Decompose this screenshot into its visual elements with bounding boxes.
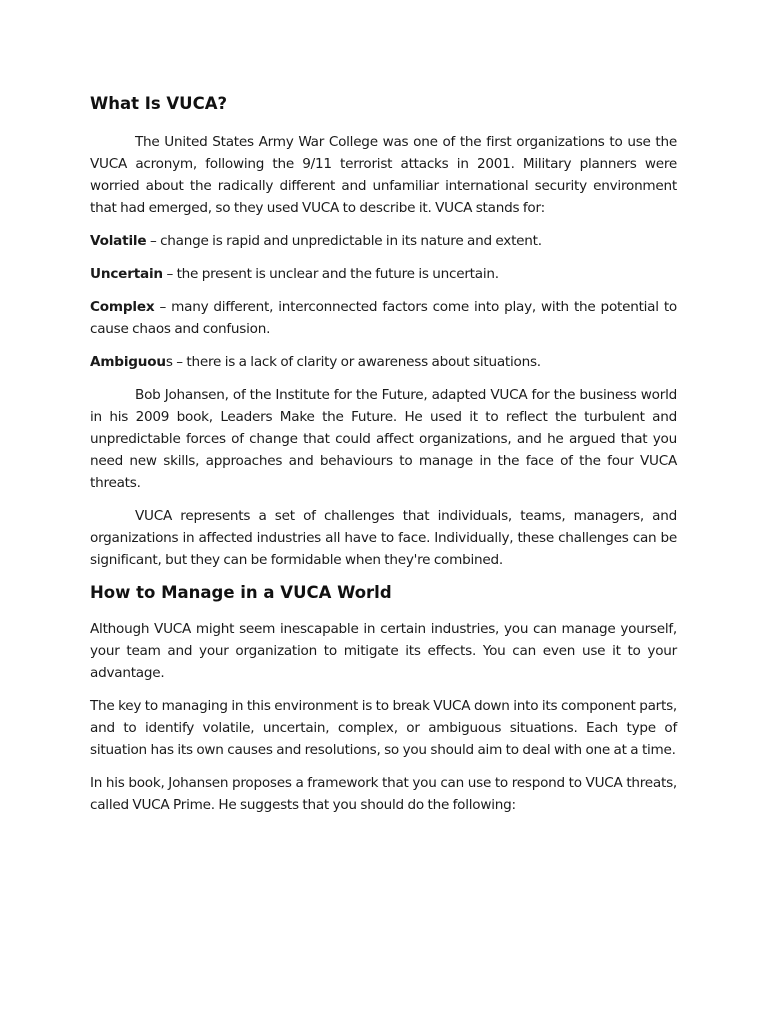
term-description: – the present is unclear and the future is uncertain. [162, 266, 499, 282]
term-volatile [90, 230, 677, 252]
heading-how-to-manage: How to Manage in a VUCA World [90, 583, 392, 602]
term-label: Volatile [90, 233, 147, 249]
term-label: Complex [90, 299, 155, 315]
intro-paragraph: The United States Army War College was one of the first organizations to use the VUCA acronym, following the 9/11 terrorist attacks in 2001. Military planners were worried about the radically different and unfamiliar international security environment that had emerged, so they used VUCA to describe it. VUCA stands for: [90, 134, 677, 216]
heading-what-is-vuca: What Is VUCA? [90, 94, 228, 113]
term-complex [90, 296, 677, 340]
term-uncertain [90, 263, 677, 285]
term-ambiguous [90, 351, 677, 373]
manage-paragraph-3: In his book, Johansen proposes a framework that you can use to respond to VUCA threats, called VUCA Prime. He suggests that you should do the following: [90, 775, 677, 813]
term-description: – change is rapid and unpredictable in its nature and extent. [146, 233, 542, 249]
document-page [90, 93, 677, 827]
challenges-paragraph: VUCA represents a set of challenges that individuals, teams, managers, and organizations in affected industries all have to face. Individually, these challenges can be significant, but they can be formidable when they're combined. [90, 508, 677, 568]
term-description: s – there is a lack of clarity or awareness about situations. [165, 354, 541, 370]
term-label: Uncertain [90, 266, 163, 282]
term-label: Ambiguou [90, 354, 166, 370]
manage-paragraph-1: Although VUCA might seem inescapable in certain industries, you can manage yourself, your team and your organization to mitigate its effects. You can even use it to your advantage. [90, 621, 677, 681]
term-description: – many different, interconnected factors come into play, with the potential to cause chaos and confusion. [90, 299, 677, 337]
johansen-paragraph: Bob Johansen, of the Institute for the Future, adapted VUCA for the business world in his 2009 book, Leaders Make the Future. He used it to reflect the turbulent and unpredictable forces of change that could affect organizations, and he argued that you need new skills, approaches and behaviours to manage in the face of the four VUCA threats. [90, 387, 677, 491]
manage-paragraph-2: The key to managing in this environment is to break VUCA down into its component parts, and to identify volatile, uncertain, complex, or ambiguous situations. Each type of situation has its own causes and resolutions, so you should aim to deal with one at a time. [90, 698, 677, 758]
